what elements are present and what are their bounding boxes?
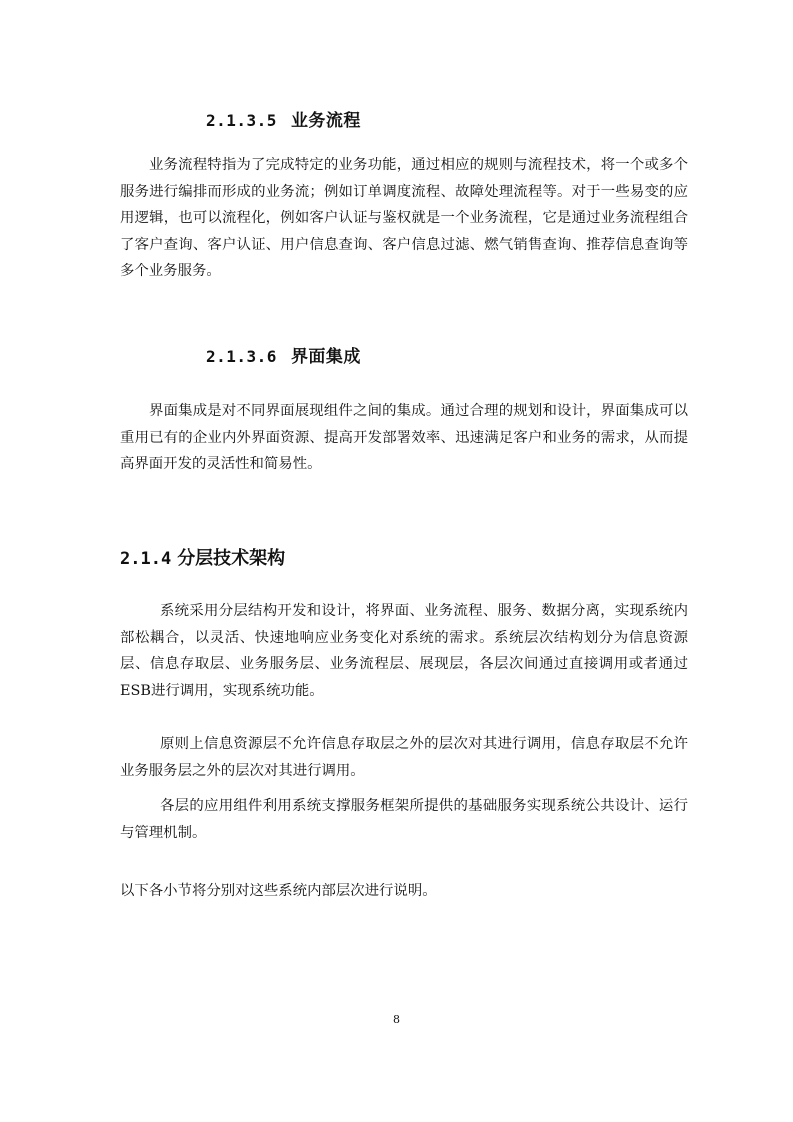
paragraph-support-framework: 各层的应用组件利用系统支撑服务框架所提供的基础服务实现系统公共设计、运行与管理机制。 bbox=[120, 798, 688, 841]
paragraph-ui-integration: 界面集成是对不同界面展现组件之间的集成。通过合理的规划和设计，界面集成可以重用已有的企业内外界面资源、提高开发部署效率、迅速满足客户和业务的需求，从而提高界面开发的灵活性和简易性。 bbox=[120, 403, 688, 472]
paragraph-layered-architecture: 系统采用分层结构开发和设计，将界面、业务流程、服务、数据分离，实现系统内部松耦合，以灵活、快速地响应业务变化对系统的需求。系统层次结构划分为信息资源层、信息存取层、业务服务层、业务流程层、展现层，各层次间通过直接调用或者通过ESB进行调用，实现系统功能。 bbox=[120, 603, 688, 699]
heading-2-1-3-5 bbox=[206, 106, 361, 131]
heading-number: 2.1.4 bbox=[120, 549, 172, 569]
page-number: 8 bbox=[393, 1013, 400, 1026]
paragraph-subsection-intro: 以下各小节将分别对这些系统内部层次进行说明。 bbox=[120, 883, 437, 899]
heading-title: 界面集成 bbox=[290, 347, 361, 367]
heading-title: 业务流程 bbox=[290, 111, 361, 131]
heading-number: 2.1.3.5 bbox=[206, 111, 277, 130]
heading-2-1-4 bbox=[120, 544, 285, 570]
paragraph-layer-call-rules: 原则上信息资源层不允许信息存取层之外的层次对其进行调用，信息存取层不允许业务服务层之外的层次对其进行调用。 bbox=[120, 736, 688, 779]
paragraph-business-process: 业务流程特指为了完成特定的业务功能，通过相应的规则与流程技术，将一个或多个服务进行编排而形成的业务流；例如订单调度流程、故障处理流程等。对于一些易变的应用逻辑，也可以流程化，例如客户认证与鉴权就是一个业务流程，它是通过业务流程组合了客户查询、客户认证、用户信息查询、客户信息过滤、燃气销售查询、推荐信息查询等多个业务服务。 bbox=[120, 157, 688, 279]
heading-2-1-3-6 bbox=[206, 342, 361, 367]
heading-title: 分层技术架构 bbox=[177, 548, 286, 569]
heading-number: 2.1.3.6 bbox=[206, 347, 277, 366]
